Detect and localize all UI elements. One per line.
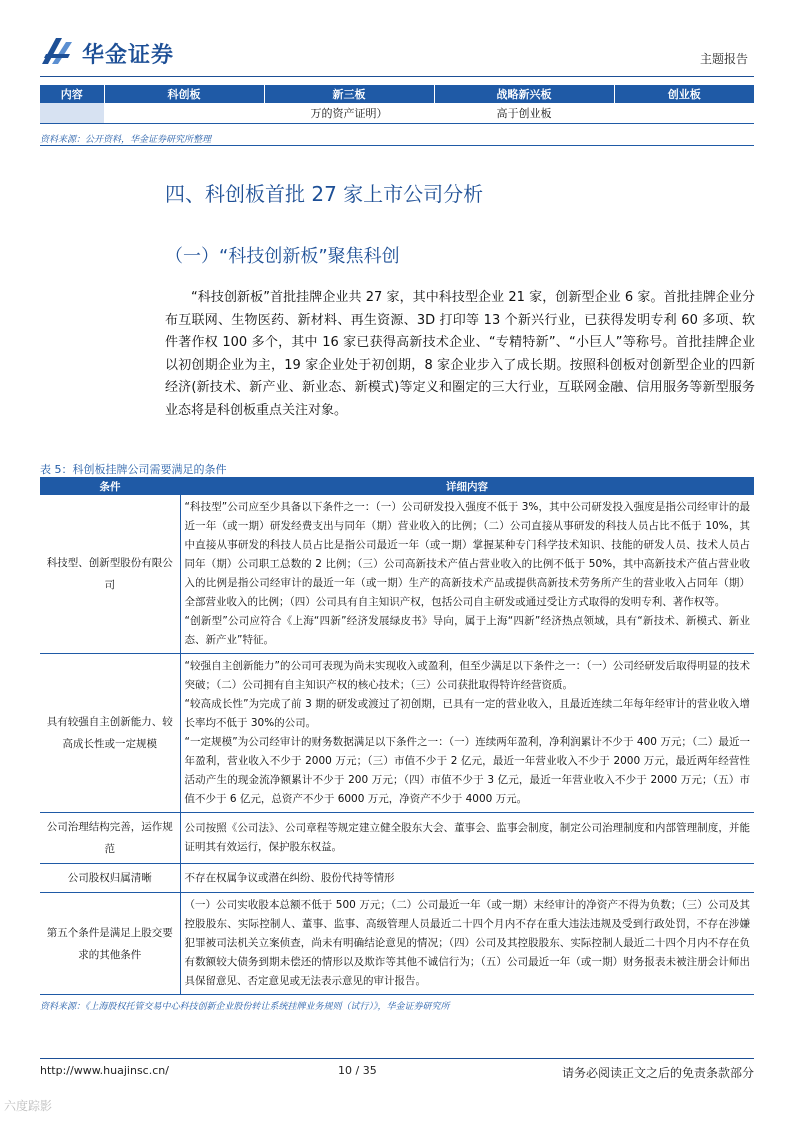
table-header-cell: 内容 <box>40 85 104 103</box>
company-logo-icon <box>40 34 74 68</box>
table-cell: 高于创业板 <box>434 103 614 123</box>
condition-cell: 科技型、创新型股份有限公司 <box>40 495 180 654</box>
table-row <box>40 103 754 123</box>
header-divider <box>40 76 754 77</box>
condition-cell: 具有较强自主创新能力、较高成长性或一定规模 <box>40 654 180 813</box>
detail-text: （一）公司实收股本总额不低于 500 万元；（二）公司最近一年（或一期）末经审计的净资产不得为负数；（三）公司及其控股股东、实际控制人、董事、监事、高级管理人员最近二十四个月内不存在重大违法违规及受到行政处罚，不存在涉嫌犯罪被司法机关立案侦查，尚未有明确结论意见的情况；（四）公司及其控股股东、实际控制人最近二十四个月内不存在负有数额较大债务到期未偿还的情形以及欺诈等其他不诚信行为；（五）公司最近一年（或一期）财务报表未被注册会计师出具保留意见、否定意见或无法表示意见的审计报告。 <box>184 899 750 987</box>
table-header-cell: 详细内容 <box>180 477 754 495</box>
table-caption: 表 5：科创板挂牌公司需要满足的条件 <box>40 463 227 476</box>
condition-cell: 公司治理结构完善，运作规范 <box>40 813 180 864</box>
footer-divider <box>40 1058 754 1059</box>
source-divider <box>40 145 754 146</box>
detail-cell <box>180 893 754 995</box>
conditions-table <box>40 477 754 995</box>
detail-text: “创新型”公司应符合《上海“四新”经济发展绿皮书》导向，属于上海“四新”经济热点领域，具有“新技术、新模式、新业态、新产业”特征。 <box>184 615 750 646</box>
table-header-cell: 创业板 <box>614 85 754 103</box>
table-row <box>40 893 754 995</box>
condition-cell: 公司股权归属清晰 <box>40 864 180 893</box>
detail-text: “一定规模”为公司经审计的财务数据满足以下条件之一：（一）连续两年盈利，净利润累计不少于 400 万元；（二）最近一年盈利，营业收入不少于 2000 万元；（三）市值不少于 2 亿元，最近一年营业收入不少于 2000 万元，最近两年经营性活动产生的现金流净额累计不少于 200 万元；（四）市值不少于 3 亿元，最近一年营业收入不少于 2000 万元；（五）市值不少于 6 亿元，总资产不少于 6000 万元，净资产不少于 4000 万元。 <box>184 736 750 805</box>
detail-cell <box>180 864 754 893</box>
watermark: 六度踪影 <box>4 1099 53 1113</box>
report-type: 主题报告 <box>699 52 748 66</box>
table-row <box>40 864 754 893</box>
condition-cell: 第五个条件是满足上股交要求的其他条件 <box>40 893 180 995</box>
table-row <box>40 654 754 813</box>
footer-disclaimer: 请务必阅读正文之后的免责条款部分 <box>561 1066 754 1080</box>
page-number: 10 / 35 <box>338 1064 377 1077</box>
table-cell <box>614 103 754 123</box>
detail-text: 公司按照《公司法》、公司章程等规定建立健全股东大会、董事会、监事会制度，制定公司治理制度和内部管理制度，并能证明其有效运行，保护股东权益。 <box>184 822 750 853</box>
table-cell <box>40 103 104 123</box>
detail-text: “较强自主创新能力”的公司可表现为尚未实现收入或盈利，但至少满足以下条件之一：（一）公司经研发后取得明显的技术突破；（二）公司拥有自主知识产权的核心技术；（三）公司获批取得特许经营资质。 <box>184 660 750 691</box>
detail-cell <box>180 654 754 813</box>
table-row <box>40 495 754 654</box>
table-header-row <box>40 85 754 103</box>
footer-link[interactable]: http://www.huajinsc.cn/ <box>40 1064 169 1077</box>
detail-text: “科技型”公司应至少具备以下条件之一：（一）公司研发投入强度不低于 3%，其中公司研发投入强度是指公司经审计的最近一年（或一期）研发经费支出与同年（期）营业收入的比例；（二）公司直接从事研发的科技人员占比不低于 10%，其中直接从事研发的科技人员占比是指公司最近一年（或一期）掌握某种专门科学技术知识、技能的研发人员、技术人员占同年（期）公司职工总数的 2 比例；（三）公司高新技术产值占营业收入的比例不低于 50%，其中高新技术产值占营业收入的比例是指公司经审计的最近一年（或一期）生产的高新技术产品或提供高新技术劳务所产生的营业收入占同年（期）全部营业收入的比例；（四）公司具有自主知识产权，包括公司自主研发或通过受让方式取得的发明专利、著作权等。 <box>184 501 750 608</box>
body-paragraph: “科技创新板”首批挂牌企业共 27 家，其中科技型企业 21 家，创新型企业 6 家。首批挂牌企业分布互联网、生物医药、新材料、再生资源、3D 打印等 13 个新兴行业，已获得发明专利 60 多项、软件著作权 100 多个，其中 16 家已获得高新技术企业、“专精特新”、“小巨人”等称号。首批挂牌企业以初创期企业为主，19 家企业处于初创期，8 家企业步入了成长期。按照科创板对创新型企业的四新经济(新技术、新产业、新业态、新模式)等定义和圈定的三大行业，互联网金融、信用服务等新型服务业态将是科创板重点关注对象。 <box>165 290 755 418</box>
detail-cell <box>180 495 754 654</box>
table-cell <box>104 103 264 123</box>
source-note: 资料来源：公开资料，华金证券研究所整理 <box>40 135 212 145</box>
table-header-cell: 新三板 <box>264 85 434 103</box>
source-note: 资料来源：《上海股权托管交易中心科技创新企业股份转让系统挂牌业务规则（试行）》，华金证券研究所 <box>40 1002 450 1012</box>
detail-cell <box>180 813 754 864</box>
table-header-cell: 条件 <box>40 477 180 495</box>
comparison-table-fragment <box>40 85 754 124</box>
table-header-cell: 科创板 <box>104 85 264 103</box>
section-title: 四、科创板首批 27 家上市公司分析 <box>165 182 484 206</box>
table-header-cell: 战略新兴板 <box>434 85 614 103</box>
table-header-row <box>40 477 754 495</box>
table-cell: 万的资产证明） <box>264 103 434 123</box>
detail-text: 不存在权属争议或潜在纠纷、股份代持等情形 <box>184 871 395 884</box>
table-row <box>40 813 754 864</box>
detail-text: “较高成长性”为完成了前 3 期的研发或渡过了初创期，已具有一定的营业收入，且最近连续二年每年经审计的营业收入增长率均不低于 30%的公司。 <box>184 698 750 729</box>
page-header <box>40 32 754 72</box>
company-name: 华金证券 <box>82 43 175 68</box>
subsection-title: （一）“科技创新板”聚焦科创 <box>165 246 400 267</box>
